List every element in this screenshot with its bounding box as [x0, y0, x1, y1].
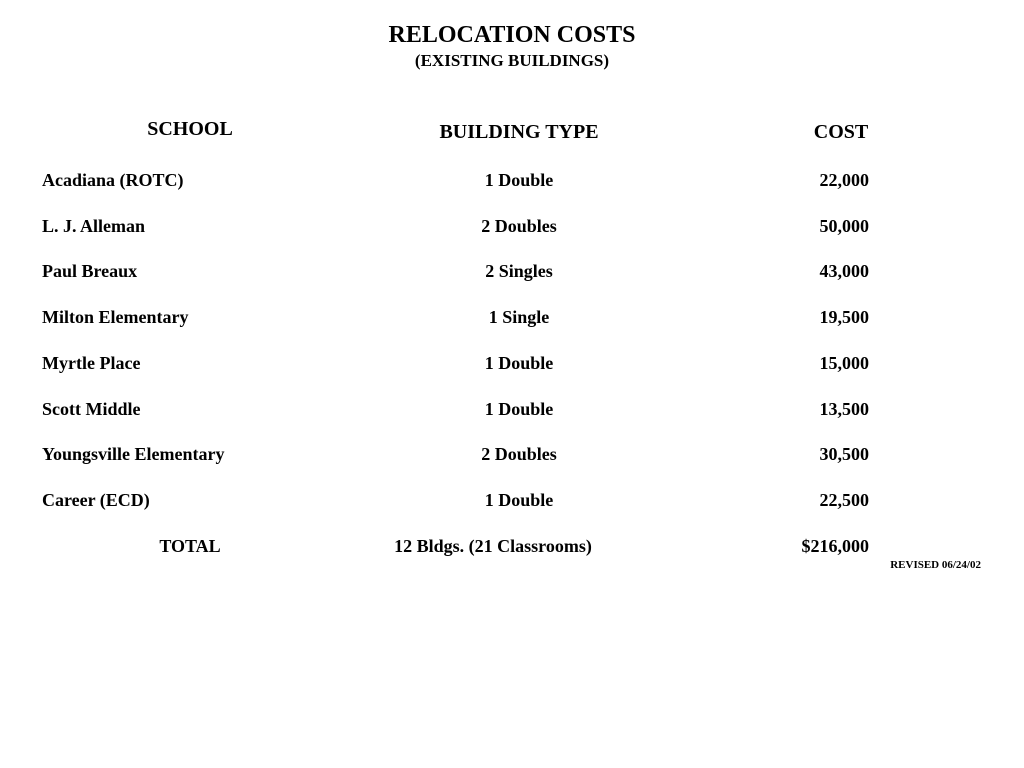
cost-value: 22,500 [819, 490, 869, 510]
cost-value: 15,000 [819, 353, 869, 373]
cost-value: 30,500 [819, 444, 869, 464]
school-name: Acadiana (ROTC) [42, 170, 184, 190]
building-type: 2 Doubles [481, 444, 557, 464]
total-cost: $216,000 [801, 536, 869, 556]
cost-value: 50,000 [819, 216, 869, 236]
building-type: 1 Single [488, 307, 550, 327]
building-type: 2 Singles [485, 261, 553, 281]
school-name: Myrtle Place [42, 353, 141, 373]
total-row [0, 534, 1024, 558]
building-type: 2 Doubles [481, 216, 557, 236]
school-name: Career (ECD) [42, 490, 150, 510]
cost-value: 19,500 [819, 307, 869, 327]
revised-date-note: REVISED 06/24/02 [890, 559, 981, 571]
cost-value: 22,000 [819, 170, 869, 190]
building-type: 1 Double [484, 353, 554, 373]
table-row [0, 488, 1024, 512]
page-subtitle: (EXISTING BUILDINGS) [414, 51, 610, 70]
building-type: 1 Double [484, 399, 554, 419]
table-row [0, 214, 1024, 238]
cost-value: 43,000 [819, 261, 869, 281]
table-row [0, 305, 1024, 329]
school-name: L. J. Alleman [42, 216, 146, 236]
cost-value: 13,500 [819, 399, 869, 419]
page-title: RELOCATION COSTS [388, 22, 636, 48]
table-row [0, 351, 1024, 375]
school-name: Milton Elementary [42, 307, 189, 327]
column-header-building-type: BUILDING TYPE [439, 121, 599, 143]
total-building-count: 12 Bldgs. (21 Classrooms) [394, 536, 592, 556]
building-type: 1 Double [484, 490, 554, 510]
table-row [0, 397, 1024, 421]
total-label: TOTAL [159, 536, 221, 556]
school-name: Scott Middle [42, 399, 141, 419]
building-type: 1 Double [484, 170, 554, 190]
table-row [0, 259, 1024, 283]
column-header-cost: COST [813, 121, 869, 143]
school-name: Youngsville Elementary [42, 444, 225, 464]
column-header-school: SCHOOL [147, 118, 233, 140]
table-row [0, 168, 1024, 192]
table-row [0, 442, 1024, 466]
school-name: Paul Breaux [42, 261, 138, 281]
